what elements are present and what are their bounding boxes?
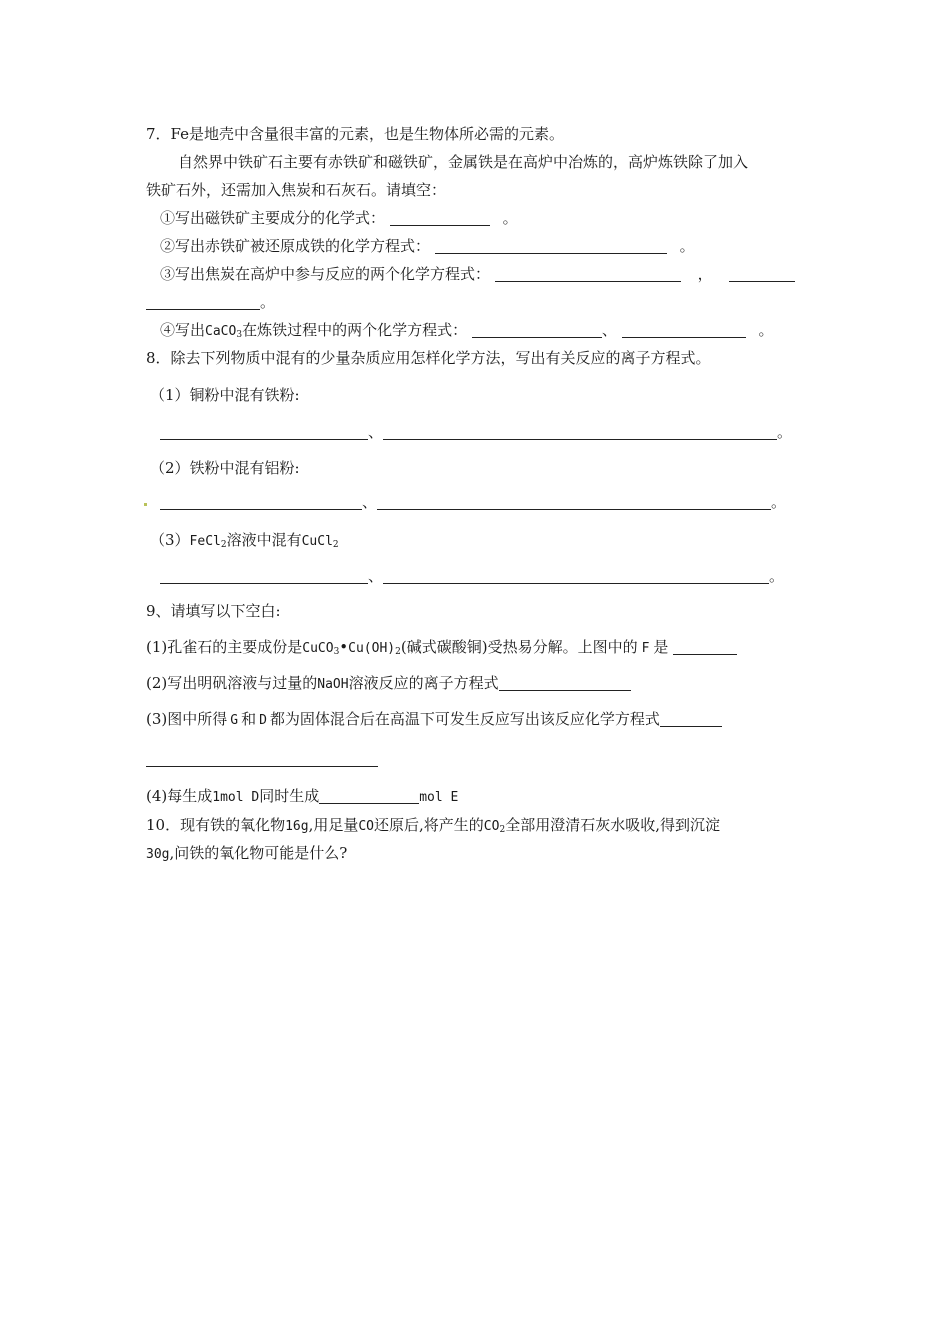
q9-l3-d: D xyxy=(259,713,267,728)
q10-l1-pre: 10．现有铁的氧化物 xyxy=(146,816,286,834)
q10-line2 xyxy=(146,843,347,865)
q9-l3-pre: (3)图中所得 xyxy=(146,710,228,728)
q7-subq4-chem: CaCO xyxy=(205,324,237,339)
q7-title: 7．Fe是地壳中含量很丰富的元素，也是生物体所必需的元素。 xyxy=(146,125,565,143)
q9-l1-f: F xyxy=(641,641,650,656)
q8-part3-mid: 溶液中混有 xyxy=(226,531,302,549)
q8-part3-chem-a: FeCl xyxy=(189,534,221,549)
q8-part3-chem-b: CuCl xyxy=(301,534,333,549)
speck-mark xyxy=(144,503,147,506)
q8-part2-answer-blank-1[interactable] xyxy=(160,494,362,510)
q8-part1-period: 。 xyxy=(777,423,793,441)
q7-subq1-answer-blank[interactable] xyxy=(390,210,490,226)
q7-subq2-answer-blank[interactable] xyxy=(435,238,667,254)
q7-subq4-sep: 、 xyxy=(601,321,617,339)
q8-title: 8．除去下列物质中混有的少量杂质应用怎样化学方法，写出有关反应的离子方程式。 xyxy=(146,349,711,367)
q10-l1-post: 全部用澄清石灰水吸收,得到沉淀 xyxy=(505,816,720,834)
q7-subq3-cont xyxy=(146,292,275,312)
q7-intro-line1: 自然界中铁矿石主要有赤铁矿和磁铁矿，金属铁是在高炉中冶炼的，高炉炼铁除了加入 xyxy=(178,153,749,171)
q9-l3-post: 都为固体混合后在高温下可发生反应写出该反应化学方程式 xyxy=(269,710,660,728)
q9-l1-post: (碱式碳酸铜)受热易分解。上图中的 xyxy=(400,638,638,656)
q8-part2-period: 。 xyxy=(771,493,787,511)
q10-l2-post: ,问铁的氧化物可能是什么? xyxy=(169,844,348,862)
q9-line3 xyxy=(146,709,722,731)
q7-subq3-answer-blank-1[interactable] xyxy=(495,266,681,282)
q7-subq2-period: 。 xyxy=(679,237,695,255)
q9-title: 9、请填写以下空白: xyxy=(146,602,281,620)
q8-part1-answers xyxy=(160,422,792,442)
q9-l1-chem1: CuCO xyxy=(302,641,334,656)
q10-l1-co2-sub: 2 xyxy=(499,825,506,835)
q8-part3-sub-b: 2 xyxy=(332,540,339,550)
q9-l1-sub1: 3 xyxy=(333,647,340,657)
q9-l4-mid: 同时生成 xyxy=(259,787,320,805)
q8-part1-answer-blank-1[interactable] xyxy=(160,424,368,440)
q9-l3-answer-blank-cont[interactable] xyxy=(146,766,378,767)
q8-part2-answer-blank-2[interactable] xyxy=(377,494,771,510)
q9-l3-and: 和 xyxy=(241,710,257,728)
q10-l1-mass: 16g xyxy=(285,819,309,834)
q8-part3-sub-a: 2 xyxy=(220,540,227,550)
q8-part3-period: 。 xyxy=(769,567,785,585)
q7-subq4-period: 。 xyxy=(758,321,774,339)
q9-l2-pre: (2)写出明矾溶液与过量的 xyxy=(146,674,318,692)
q9-l3-g: G xyxy=(230,713,239,728)
q8-part1-label: （1）铜粉中混有铁粉: xyxy=(150,386,300,404)
q8-part3-answers xyxy=(160,566,784,586)
q8-part1-answer-blank-2[interactable] xyxy=(383,424,777,440)
q8-part2-sep: 、 xyxy=(362,493,378,511)
q8-part3-sep: 、 xyxy=(368,567,384,585)
q7-subq1-text: ①写出磁铁矿主要成分的化学式： xyxy=(160,209,386,227)
q7-subq4-pre: ④写出 xyxy=(160,321,206,339)
q7-subq3-period: 。 xyxy=(260,293,276,311)
q7-subq1-period: 。 xyxy=(502,209,518,227)
q8-part2-label: （2）铁粉中混有铝粉: xyxy=(150,459,300,477)
q9-l4-answer-blank[interactable] xyxy=(319,788,419,804)
q7-subq4 xyxy=(160,320,773,342)
q9-l1-sub2: 2 xyxy=(395,647,401,657)
q9-l1-dot: • xyxy=(339,638,349,656)
q10-l1-co: CO xyxy=(358,819,375,834)
q10-l1-co2: CO xyxy=(483,819,500,834)
q7-intro-line2: 铁矿石外，还需加入焦炭和石灰石。请填空： xyxy=(146,181,447,199)
q7-subq4-answer-blank-1[interactable] xyxy=(472,322,602,338)
q10-l2-mass: 30g xyxy=(146,847,170,862)
q7-subq4-answer-blank-2[interactable] xyxy=(622,322,746,338)
q7-subq4-post: 在炼铁过程中的两个化学方程式： xyxy=(242,321,468,339)
q9-l4-post: mol E xyxy=(419,790,459,805)
q9-l1-chem2: Cu(OH) xyxy=(348,641,396,656)
q10-line1 xyxy=(146,815,720,837)
q8-part1-sep: 、 xyxy=(368,423,384,441)
q9-l3-answer-blank[interactable] xyxy=(660,711,722,727)
q9-l2-answer-blank[interactable] xyxy=(499,675,631,691)
q7-subq3-comma: ， xyxy=(697,265,713,283)
q7-subq3 xyxy=(160,264,795,284)
q8-part3-label xyxy=(150,530,339,552)
q7-subq3-text: ③写出焦炭在高炉中参与反应的两个化学方程式： xyxy=(160,265,491,283)
q8-part2-answers xyxy=(160,492,786,512)
q9-l4-mol: 1mol D xyxy=(212,790,260,805)
q10-l1-mid2: 还原后,将产生的 xyxy=(374,816,484,834)
q10-l1-mid: ,用足量 xyxy=(308,816,359,834)
q9-l2-post: 溶液反应的离子方程式 xyxy=(348,674,499,692)
q8-part3-answer-blank-2[interactable] xyxy=(383,568,769,584)
q9-l1-pre: (1)孔雀石的主要成份是 xyxy=(146,638,303,656)
q7-subq2 xyxy=(160,236,695,256)
q7-subq4-sub: 3 xyxy=(236,330,243,340)
q9-line1 xyxy=(146,637,737,659)
q7-subq3-answer-blank-2[interactable] xyxy=(729,266,795,282)
q7-subq1 xyxy=(160,208,518,228)
q9-l1-answer-blank[interactable] xyxy=(673,639,737,655)
q8-part3-answer-blank-1[interactable] xyxy=(160,568,368,584)
q7-subq3-answer-blank-2-cont[interactable] xyxy=(146,294,260,310)
q9-line2 xyxy=(146,673,631,695)
q8-part3-pre: （3） xyxy=(150,531,190,549)
q9-l4-pre: (4)每生成 xyxy=(146,787,213,805)
q9-line4 xyxy=(146,786,458,808)
q7-subq2-text: ②写出赤铁矿被还原成铁的化学方程式： xyxy=(160,237,431,255)
q9-l1-is: 是 xyxy=(653,638,669,656)
q9-l2-chem: NaOH xyxy=(317,677,349,692)
